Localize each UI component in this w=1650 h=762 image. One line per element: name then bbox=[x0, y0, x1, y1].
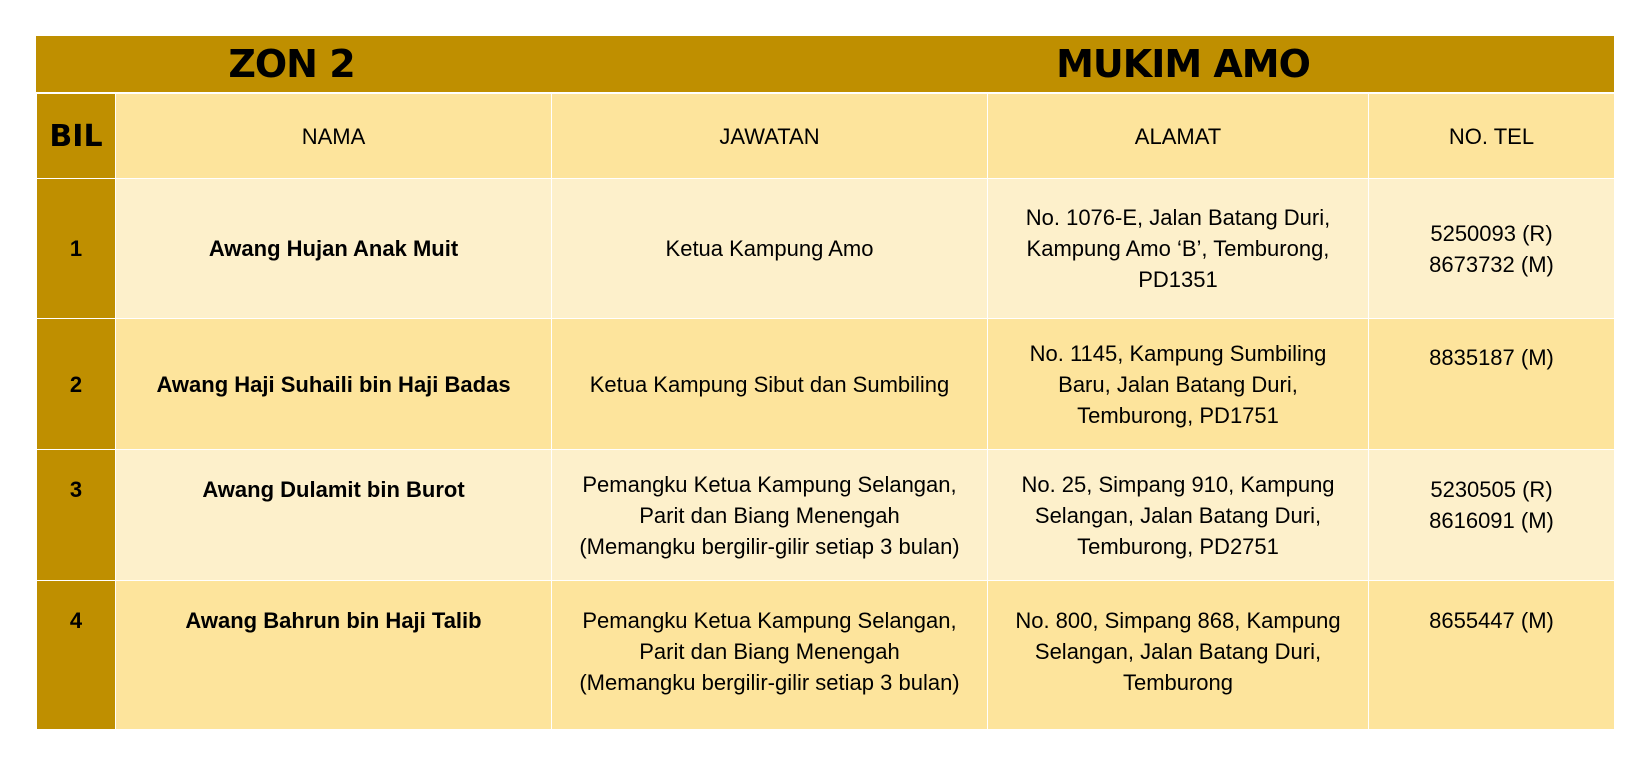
title-banner bbox=[36, 36, 1614, 93]
jawatan-line: (Memangku bergilir-gilir setiap 3 bulan) bbox=[579, 670, 960, 695]
row-alamat bbox=[988, 450, 1369, 581]
row-bil: 4 bbox=[37, 581, 116, 730]
row-bil: 1 bbox=[37, 179, 116, 319]
tel-line: 5250093 (R) bbox=[1430, 220, 1553, 246]
header-jawatan: JAWATAN bbox=[552, 94, 988, 179]
alamat-line: No. 800, Simpang 868, Kampung bbox=[1015, 608, 1341, 633]
row-tel bbox=[1369, 581, 1615, 730]
alamat-line: PD1351 bbox=[1138, 267, 1218, 292]
table-row bbox=[37, 450, 1615, 581]
contact-table bbox=[36, 93, 1615, 730]
alamat-line: Selangan, Jalan Batang Duri, bbox=[1034, 502, 1322, 528]
row-nama: Awang Bahrun bin Haji Talib bbox=[116, 581, 552, 730]
contact-sheet bbox=[36, 36, 1614, 730]
jawatan-line: Pemangku Ketua Kampung Selangan, bbox=[582, 608, 957, 633]
table-row bbox=[37, 319, 1615, 450]
header-alamat: ALAMAT bbox=[988, 94, 1369, 179]
jawatan-line: Parit dan Biang Menengah bbox=[639, 502, 900, 528]
jawatan-line: Pemangku Ketua Kampung Selangan, bbox=[582, 471, 957, 497]
alamat-line: No. 1145, Kampung Sumbiling bbox=[1029, 340, 1327, 366]
row-jawatan bbox=[552, 450, 988, 581]
alamat-line: Kampung Amo ‘B’, Temburong, bbox=[1026, 236, 1330, 261]
alamat-line: No. 1076-E, Jalan Batang Duri, bbox=[1025, 205, 1331, 230]
row-alamat bbox=[988, 319, 1369, 450]
header-bil: BIL bbox=[37, 94, 116, 179]
row-bil: 3 bbox=[37, 450, 116, 581]
row-tel bbox=[1369, 450, 1615, 581]
alamat-line: Temburong, PD1751 bbox=[1077, 402, 1279, 428]
row-alamat bbox=[988, 179, 1369, 319]
alamat-line: No. 25, Simpang 910, Kampung bbox=[1021, 471, 1335, 497]
tel-line: 8655447 (M) bbox=[1429, 608, 1554, 633]
jawatan-line: Ketua Kampung Amo bbox=[665, 236, 874, 261]
jawatan-line: (Memangku bergilir-gilir setiap 3 bulan) bbox=[579, 533, 960, 559]
tel-line: 5230505 (R) bbox=[1430, 477, 1553, 502]
alamat-line: Selangan, Jalan Batang Duri, bbox=[1034, 639, 1322, 664]
tel-line: 8616091 (M) bbox=[1429, 508, 1554, 533]
alamat-line: Temburong, PD2751 bbox=[1077, 533, 1279, 559]
row-jawatan bbox=[552, 179, 988, 319]
row-bil: 2 bbox=[37, 319, 116, 450]
table-row bbox=[37, 581, 1615, 730]
alamat-line: Temburong bbox=[1122, 670, 1234, 695]
row-tel bbox=[1369, 319, 1615, 450]
header-tel: NO. TEL bbox=[1369, 94, 1615, 179]
row-nama: Awang Dulamit bin Burot bbox=[116, 450, 552, 581]
mukim-title: MUKIM AMO bbox=[1056, 42, 1310, 86]
tel-line: 8835187 (M) bbox=[1429, 345, 1554, 370]
table-row bbox=[37, 179, 1615, 319]
header-nama: NAMA bbox=[116, 94, 552, 179]
row-nama: Awang Hujan Anak Muit bbox=[116, 179, 552, 319]
row-nama: Awang Haji Suhaili bin Haji Badas bbox=[116, 319, 552, 450]
row-jawatan bbox=[552, 319, 988, 450]
table-header-row bbox=[37, 94, 1615, 179]
row-tel bbox=[1369, 179, 1615, 319]
jawatan-line: Ketua Kampung Sibut dan Sumbiling bbox=[589, 371, 950, 397]
tel-line: 8673732 (M) bbox=[1429, 251, 1554, 277]
alamat-line: Baru, Jalan Batang Duri, bbox=[1058, 371, 1298, 397]
row-alamat bbox=[988, 581, 1369, 730]
zone-title: ZON 2 bbox=[228, 42, 355, 86]
jawatan-line: Parit dan Biang Menengah bbox=[639, 639, 900, 664]
row-jawatan bbox=[552, 581, 988, 730]
